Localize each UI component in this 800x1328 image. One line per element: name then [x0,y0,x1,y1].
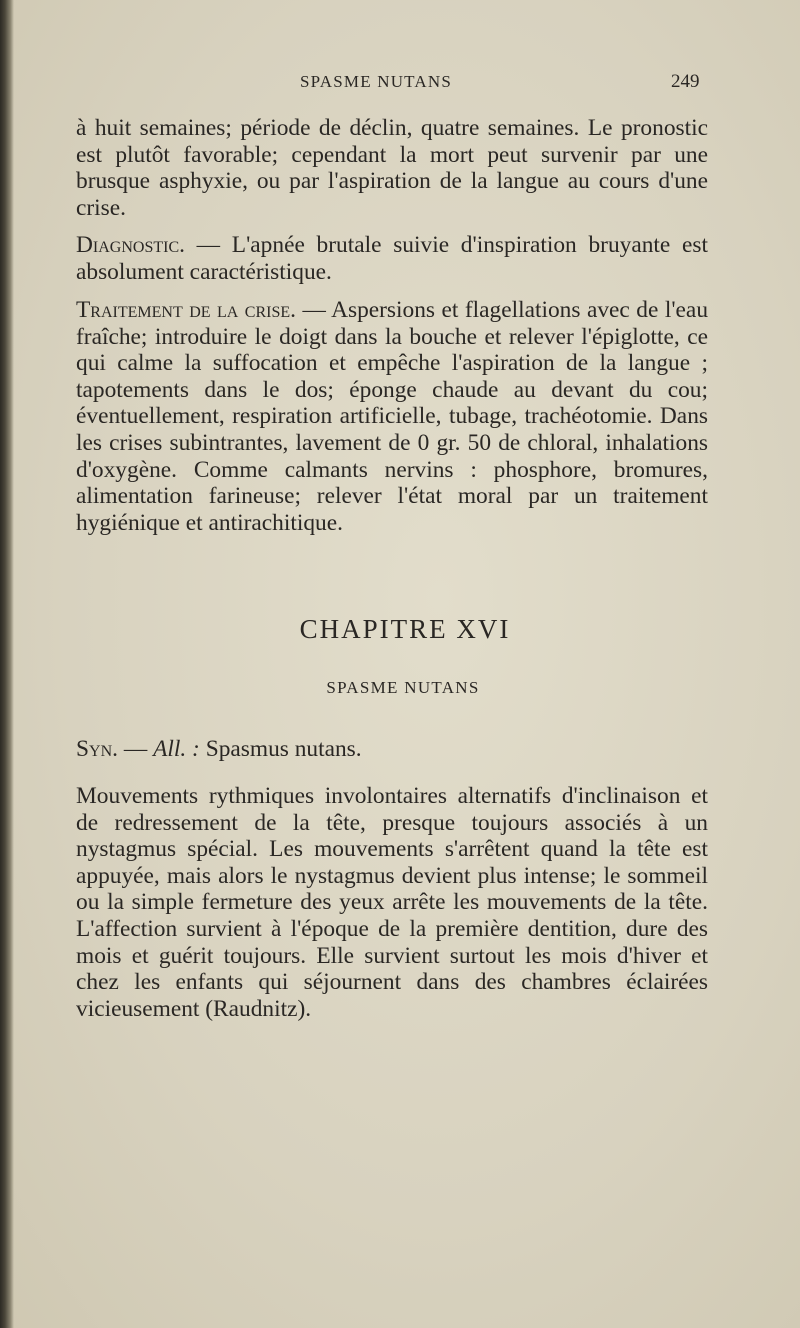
chapter-subtitle: SPASME NUTANS [326,678,480,697]
syn-label: Syn. [76,736,118,762]
paragraph-chapter-body: Mouvements rythmiques involontaires alternatifs d'inclinaison et de redressement de la tête, presque toujours associés à un nystagmus spécial. Les mouvements s'arrêtent quand la tête est appuyée, mais alors le nystagmus devient plus intense; le sommeil ou la simple fermeture des yeux arrête les mouvements de la tête. L'affection survient à l'époque de la première dentition, dure des mois et guérit toujours. Elle survient surtout les mois d'hiver et chez les enfants qui séjournent dans des chambres éclairées vicieusement (Raudnitz). [76,783,708,1022]
syn-language: All. : [153,736,200,762]
paragraph-diagnostic [76,232,708,285]
diagnostic-label: Diagnostic. [76,232,185,258]
page-spine-shadow [0,0,14,1328]
synonym-line [76,736,362,763]
paragraph-traitement [76,297,708,536]
traitement-text: — Aspersions et flagellations avec de l'eau fraîche; introduire le doigt dans la bouche et relever l'épiglotte, ce qui calme la suffocation et empêche l'aspiration de la langue ; tapotements dans le dos; éponge chaude au devant du cou; éventuellement, respiration artificielle, tubage, trachéotomie. Dans les crises subintrantes, lavement de 0 gr. 50 de chloral, inhalations d'oxygène. Comme calmants nervins : phosphore, bromures, alimentation farineuse; relever l'état moral par un traitement hygiénique et antirachitique. [76,297,709,536]
syn-text: Spasmus nutans. [199,736,362,762]
diagnostic-text: — L'apnée brutale suivie d'inspiration bruyante est absolument caractéristique. [76,232,708,285]
paragraph-prognosis: à huit semaines; période de déclin, quatre semaines. Le pronostic est plutôt favorable; cependant la mort peut survenir par une brusque asphyxie, ou par l'aspiration de la langue au cours d'une crise. [76,115,708,221]
traitement-label: Traitement de la crise. [76,297,297,323]
page-number: 249 [671,71,700,92]
chapter-title: CHAPITRE XVI [299,614,511,644]
syn-dash: — [117,736,154,762]
running-head: SPASME NUTANS [300,72,453,91]
